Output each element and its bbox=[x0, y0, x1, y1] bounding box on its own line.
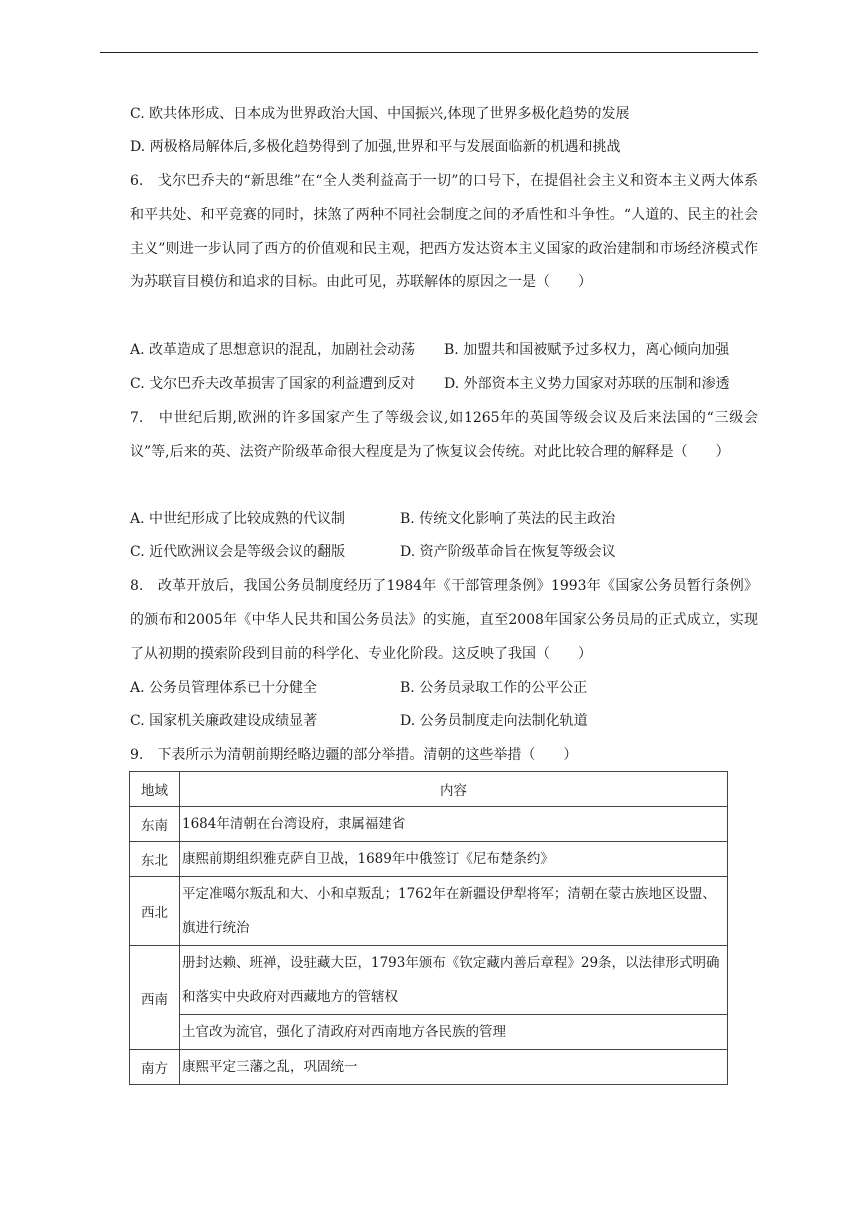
q6-option-a[interactable]: A. 改革造成了思想意识的混乱，加剧社会动荡 bbox=[130, 342, 416, 358]
q8-option-b[interactable]: B. 公务员录取工作的公平公正 bbox=[400, 680, 588, 696]
header-rule bbox=[100, 52, 758, 53]
q7-option-b[interactable]: B. 传统文化影响了英法的民主政治 bbox=[400, 511, 616, 527]
q7-stem: 7. 中世纪后期,欧洲的许多国家产生了等级会议,如1265年的英国等级会议及后来法国的“三级会议”等,后来的英、法资产阶级革命很大程度是为了恢复议会传统。对此比较合理的解释是（ ） bbox=[130, 410, 758, 460]
content-south: 康熙平定三藩之乱，巩固统一 bbox=[180, 1050, 728, 1085]
content-southwest-2: 土官改为流官，强化了清政府对西南地方各民族的管理 bbox=[180, 1015, 728, 1050]
q7-option-d[interactable]: D. 资产阶级革命旨在恢复等级会议 bbox=[400, 544, 616, 560]
region-southwest: 西南 bbox=[130, 946, 180, 1050]
header-region: 地域 bbox=[130, 772, 180, 807]
table-row bbox=[130, 946, 728, 1015]
q7-option-c[interactable]: C. 近代欧洲议会是等级会议的翻版 bbox=[130, 544, 346, 560]
q8-option-a[interactable]: A. 公务员管理体系已十分健全 bbox=[130, 680, 318, 696]
table-row bbox=[130, 1050, 728, 1085]
table-row bbox=[130, 842, 728, 877]
region-northwest: 西北 bbox=[130, 877, 180, 946]
table-row bbox=[130, 877, 728, 946]
region-south: 南方 bbox=[130, 1050, 180, 1085]
table-header-row bbox=[130, 772, 728, 807]
q8-option-c[interactable]: C. 国家机关廉政建设成绩显著 bbox=[130, 713, 318, 729]
content-southeast: 1684年清朝在台湾设府，隶属福建省 bbox=[180, 807, 728, 842]
q6-option-d[interactable]: D. 外部资本主义势力国家对苏联的压制和渗透 bbox=[444, 376, 730, 392]
frontier-measures-table bbox=[129, 771, 728, 1085]
q9-stem: 9. 下表所示为清朝前期经略边疆的部分举措。清朝的这些举措（ ） bbox=[130, 747, 578, 763]
region-southeast: 东南 bbox=[130, 807, 180, 842]
region-northeast: 东北 bbox=[130, 842, 180, 877]
header-content: 内容 bbox=[180, 772, 728, 807]
q5-option-d[interactable]: D. 两极格局解体后,多极化趋势得到了加强,世界和平与发展面临新的机遇和挑战 bbox=[130, 139, 621, 155]
content-northeast: 康熙前期组织雅克萨自卫战，1689年中俄签订《尼布楚条约》 bbox=[180, 842, 728, 877]
q6-option-b[interactable]: B. 加盟共和国被赋予过多权力，离心倾向加强 bbox=[444, 342, 730, 358]
q6-option-c[interactable]: C. 戈尔巴乔夫改革损害了国家的利益遭到反对 bbox=[130, 376, 416, 392]
q6-stem: 6. 戈尔巴乔夫的“新思维”在“全人类利益高于一切”的口号下，在提倡社会主义和资本主义两大体系和平共处、和平竞赛的同时，抹煞了两种不同社会制度之间的矛盾性和斗争性。“人道的、民主的社会主义”则进一步认同了西方的价值观和民主观，把西方发达资本主义国家的政治建制和市场经济模式作为苏联盲目模仿和追求的目标。由此可见，苏联解体的原因之一是（ ） bbox=[130, 173, 758, 291]
content-northwest: 平定准噶尔叛乱和大、小和卓叛乱；1762年在新疆设伊犁将军；清朝在蒙古族地区设盟、旗进行统治 bbox=[180, 877, 728, 946]
q5-option-c[interactable]: C. 欧共体形成、日本成为世界政治大国、中国振兴,体现了世界多极化趋势的发展 bbox=[130, 106, 630, 122]
content-southwest-1: 册封达赖、班禅，设驻藏大臣，1793年颁布《钦定藏内善后章程》29条，以法律形式明确和落实中央政府对西藏地方的管辖权 bbox=[180, 946, 728, 1015]
table-row bbox=[130, 1015, 728, 1050]
table-row bbox=[130, 807, 728, 842]
q8-option-d[interactable]: D. 公务员制度走向法制化轨道 bbox=[400, 713, 588, 729]
q8-stem: 8. 改革开放后，我国公务员制度经历了1984年《干部管理条例》1993年《国家公务员暂行条例》的颁布和2005年《中华人民共和国公务员法》的实施，直至2008年国家公务员局的正式成立，实现了从初期的摸索阶段到目前的科学化、专业化阶段。这反映了我国（ ） bbox=[130, 578, 758, 662]
q7-option-a[interactable]: A. 中世纪形成了比较成熟的代议制 bbox=[130, 511, 346, 527]
